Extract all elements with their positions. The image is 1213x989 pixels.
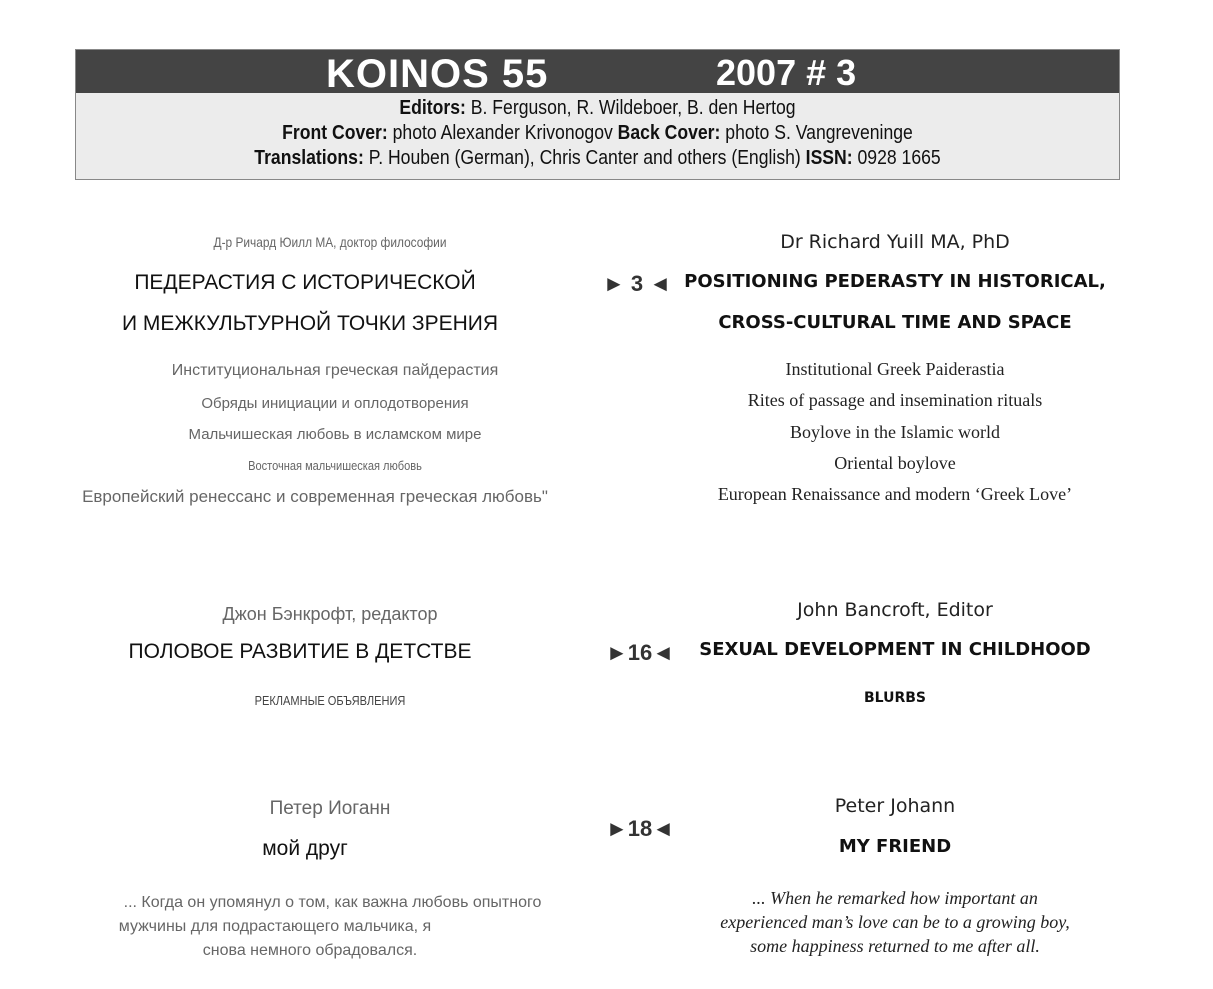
article-1-en-author: Dr Richard Yuill MA, PhD	[780, 231, 1010, 253]
covers-line	[139, 122, 1057, 145]
article-1-en-topic: Oriental boylove	[834, 453, 956, 473]
masthead-bar	[76, 50, 1119, 96]
article-3-en-quote-line: ... When he remarked how important an	[752, 888, 1038, 908]
article-1-en-topic: Institutional Greek Paiderastia	[785, 359, 1005, 379]
article-1-ru-title-2: И МЕЖКУЛЬТУРНОЙ ТОЧКИ ЗРЕНИЯ	[121, 312, 499, 335]
translations-line	[139, 147, 1057, 170]
article-1-en-topic: Boylove in the Islamic world	[790, 422, 1000, 442]
article-3-ru-quote-line: снова немного обрадовался.	[202, 942, 418, 959]
article-1-ru-topic: Восточная мальчишеская любовь	[248, 458, 422, 473]
magazine-title: KOINOS 55	[326, 52, 549, 96]
article-3-ru-author: Петер Иоганн	[269, 798, 391, 819]
article-2-ru-sub: РЕКЛАМНЫЕ ОБЪЯВЛЕНИЯ	[254, 693, 406, 708]
article-1-en-topic: European Renaissance and modern ‘Greek Love’	[717, 484, 1073, 504]
article-3-en-quote-line: experienced man’s love can be to a growing boy,	[720, 912, 1070, 932]
article-2-page-number: ►16◄	[606, 640, 675, 665]
article-2-ru-title: ПОЛОВОЕ РАЗВИТИЕ В ДЕТСТВЕ	[128, 640, 472, 663]
article-2-ru-author: Джон Бэнкрофт, редактор	[222, 604, 438, 624]
article-3-en-author: Peter Johann	[834, 795, 956, 817]
issn-label: ISSN:	[805, 147, 853, 169]
article-2-en-sub: BLURBS	[864, 690, 926, 706]
article-1-en-title-2: CROSS-CULTURAL TIME AND SPACE	[718, 312, 1072, 333]
article-1-ru-title-1: ПЕДЕРАСТИЯ С ИСТОРИЧЕСКОЙ	[134, 271, 476, 294]
article-1-ru-topic: Мальчишеская любовь в исламском мире	[188, 426, 482, 443]
article-3-ru-quote-line: ... Когда он упомянул о том, как важна любовь опытного	[123, 894, 542, 911]
back-cover-label: Back Cover:	[617, 122, 721, 144]
issue-number: 2007 # 3	[716, 52, 857, 93]
front-cover-label: Front Cover:	[282, 122, 388, 144]
article-3-page-number: ►18◄	[606, 816, 675, 841]
article-1-en-topic: Rites of passage and insemination rituals	[747, 390, 1043, 410]
article-3-ru-title: мой друг	[262, 837, 348, 860]
article-1-page-number: ► 3 ◄	[603, 271, 672, 296]
article-3-en-quote-line: some happiness returned to me after all.	[750, 936, 1040, 956]
translations-value: P. Houben (German), Chris Canter and others (English)	[363, 147, 806, 169]
article-1-ru-topic: Институциональная греческая пайдерастия	[171, 362, 499, 379]
editors-line	[139, 97, 1057, 120]
article-1-ru-topic: Обряды инициации и оплодотворения	[201, 395, 469, 412]
article-2-en-author: John Bancroft, Editor	[797, 599, 993, 621]
article-2-en-title: SEXUAL DEVELOPMENT IN CHILDHOOD	[699, 639, 1091, 660]
article-1-ru-topic: Европейский ренессанс и современная греческая любовь"	[82, 487, 548, 506]
issn-value: 0928 1665	[852, 147, 941, 169]
article-3-en-title: MY FRIEND	[838, 836, 952, 857]
article-1-ru-author: Д-р Ричард Юилл MA, доктор философии	[213, 234, 447, 250]
editors-value: B. Ferguson, R. Wildeboer, B. den Hertog	[465, 97, 796, 119]
article-3-ru-quote-line: мужчины для подрастающего мальчика, я	[118, 918, 432, 935]
masthead	[75, 49, 1120, 180]
translations-label: Translations:	[254, 147, 364, 169]
editors-label: Editors:	[399, 97, 466, 119]
article-1-en-title-1: POSITIONING PEDERASTY IN HISTORICAL,	[684, 271, 1106, 292]
back-cover-value: photo S. Vangreveninge	[720, 122, 913, 144]
front-cover-value: photo Alexander Krivonogov	[387, 122, 618, 144]
